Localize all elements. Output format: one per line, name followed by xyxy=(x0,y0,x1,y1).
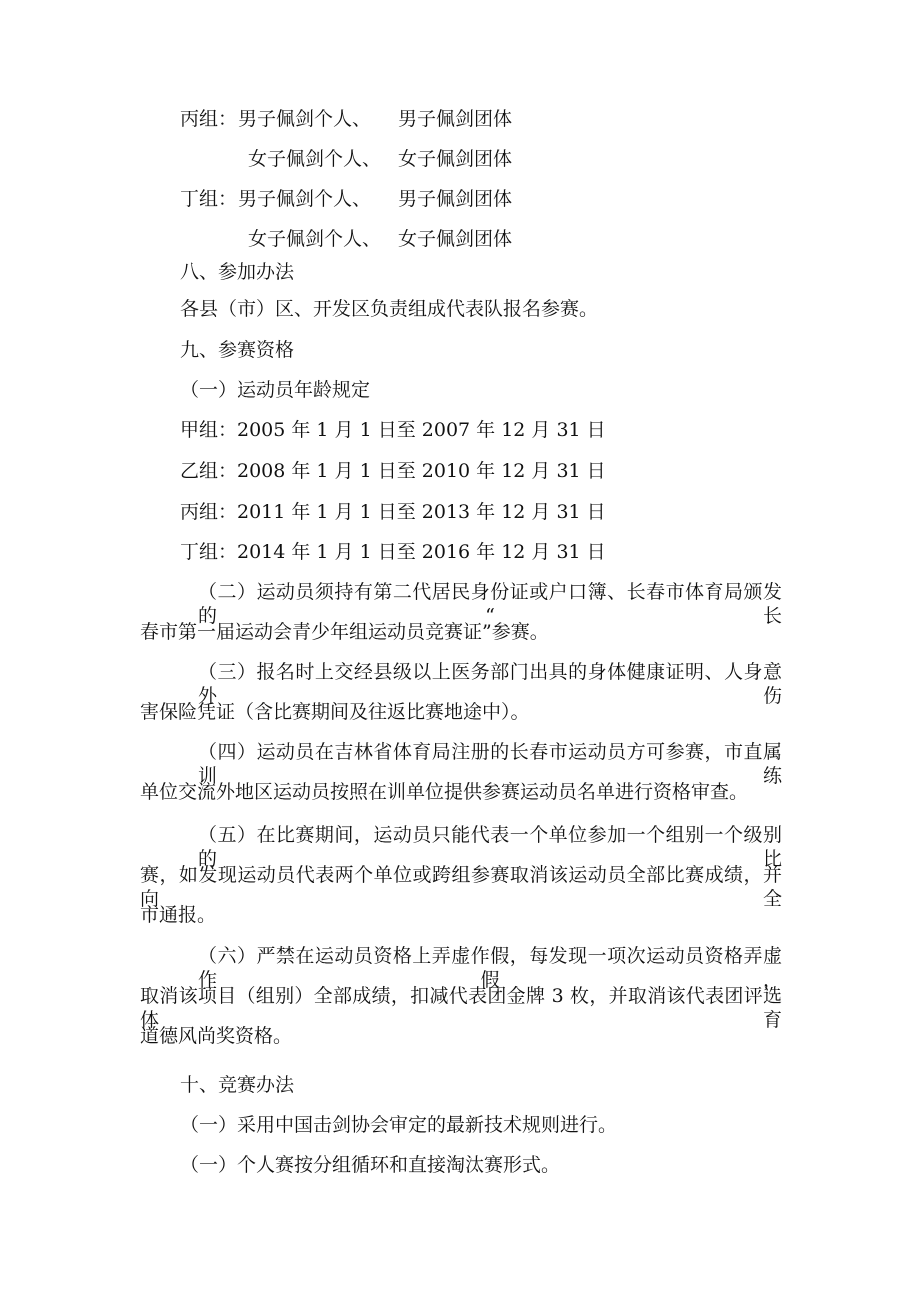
event-item: 女子佩剑团体 xyxy=(398,228,513,250)
paragraph-line: 春市第一届运动会青少年组运动员竞赛证”参赛。 xyxy=(140,621,549,643)
paragraph-line: 取消该项目（组别）全部成绩，扣减代表团金牌 3 枚，并取消该代表团评选体育 xyxy=(140,985,782,1031)
paragraph-line: 害保险凭证（含比赛期间及往返比赛地途中）。 xyxy=(140,701,530,723)
event-item: 男子佩剑团体 xyxy=(398,188,513,210)
age-rule: 丁组：2014 年 1 月 1 日至 2016 年 12 月 31 日 xyxy=(180,541,606,563)
paragraph-line: （六）严禁在运动员资格上弄虚作假，每发现一项次运动员资格弄虚作假， xyxy=(198,945,782,991)
event-item: 男子佩剑个人、 xyxy=(238,188,372,210)
section-heading: 八、参加办法 xyxy=(180,261,295,283)
section-heading: 十、竞赛办法 xyxy=(180,1074,295,1096)
paragraph-line: （二）运动员须持有第二代居民身份证或户口簿、长春市体育局颁发的“长 xyxy=(198,581,782,627)
event-item: 男子佩剑团体 xyxy=(398,108,513,130)
list-item: （一）个人赛按分组循环和直接淘汰赛形式。 xyxy=(180,1154,561,1176)
subsection-heading: （一）运动员年龄规定 xyxy=(180,379,371,401)
list-item: （一）采用中国击剑协会审定的最新技术规则进行。 xyxy=(180,1114,618,1136)
event-item: 女子佩剑团体 xyxy=(398,148,513,170)
age-rule: 丙组：2011 年 1 月 1 日至 2013 年 12 月 31 日 xyxy=(180,501,606,523)
paragraph-line: 赛，如发现运动员代表两个单位或跨组参赛取消该运动员全部比赛成绩，并向全 xyxy=(140,864,782,910)
paragraph-line: （四）运动员在吉林省体育局注册的长春市运动员方可参赛，市直属训练 xyxy=(198,741,782,787)
section-heading: 九、参赛资格 xyxy=(180,339,295,361)
paragraph-line: （三）报名时上交经县级以上医务部门出具的身体健康证明、人身意外伤 xyxy=(198,661,782,707)
paragraph-line: 市通报。 xyxy=(140,904,217,926)
age-rule: 甲组：2005 年 1 月 1 日至 2007 年 12 月 31 日 xyxy=(180,419,606,441)
event-item: 女子佩剑个人、 xyxy=(248,228,382,250)
paragraph-line: 各县（市）区、开发区负责组成代表队报名参赛。 xyxy=(180,298,599,320)
event-item: 女子佩剑个人、 xyxy=(248,148,382,170)
paragraph-line: 单位交流外地区运动员按照在训单位提供参赛运动员名单进行资格审查。 xyxy=(140,781,749,803)
event-group-label: 丁组： xyxy=(180,188,238,210)
event-item: 男子佩剑个人、 xyxy=(238,108,372,130)
paragraph-line: （五）在比赛期间，运动员只能代表一个单位参加一个组别一个级别的比 xyxy=(198,824,782,870)
paragraph-line: 道德风尚奖资格。 xyxy=(140,1025,293,1047)
age-rule: 乙组：2008 年 1 月 1 日至 2010 年 12 月 31 日 xyxy=(180,460,606,482)
event-group-label: 丙组： xyxy=(180,108,238,130)
